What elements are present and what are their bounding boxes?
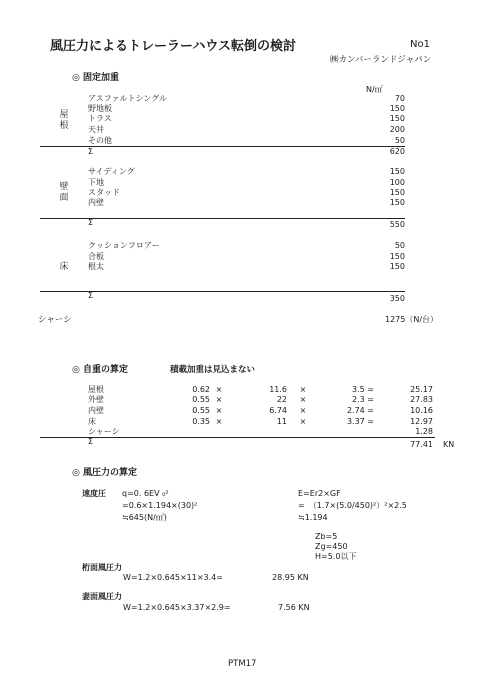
wall-item-value: 150 <box>389 198 405 207</box>
floor-item-name: 合板 <box>88 252 104 261</box>
floor-item-name: 根太 <box>88 262 104 271</box>
wall-item-name: サイディング <box>88 167 135 176</box>
e-formula: = （1.7×(5.0/450)²）²×2.5 <box>298 501 407 510</box>
row-name: シャーシ <box>88 427 120 436</box>
page-title: 風圧力によるトレーラーハウス転倒の検討 <box>50 39 296 54</box>
chassis-label: シャーシ <box>38 315 72 325</box>
row-result: 10.16 <box>410 406 433 415</box>
roof-item-value: 70 <box>394 94 405 103</box>
row-b: 6.74 <box>269 406 287 415</box>
company-name: ㈱カンバーランドジャパン <box>330 55 432 65</box>
row-a: 0.55 <box>192 406 210 415</box>
ridge-wind-label: 桁面風圧力 <box>82 563 122 572</box>
ridge-wind-formula: W=1.2×0.645×11×3.4= <box>123 573 223 582</box>
velocity-formula: ≒645(N/㎡) <box>122 513 167 522</box>
wall-label: 壁 面 <box>59 182 69 203</box>
self-weight-unit: KN <box>443 440 455 449</box>
roof-item-value: 50 <box>394 136 405 145</box>
gable-wind-formula: W=1.2×0.645×3.37×2.9= <box>123 603 231 612</box>
floor-item-value: 150 <box>389 262 405 271</box>
times-sign: × <box>299 417 307 426</box>
footer-code: PTM17 <box>228 659 257 669</box>
floor-label: 床 <box>59 262 69 272</box>
row-a: 0.55 <box>192 395 210 404</box>
row-name: 屋根 <box>88 385 104 394</box>
velocity-formula: q=0. 6EV ₀² <box>122 489 169 498</box>
floor-item-value: 50 <box>394 241 405 250</box>
wall-item-value: 150 <box>389 167 405 176</box>
times-sign: × <box>299 395 307 404</box>
row-name: 外壁 <box>88 395 104 404</box>
floor-total: 350 <box>389 294 405 303</box>
times-sign: × <box>215 406 223 415</box>
wall-item-value: 150 <box>389 188 405 197</box>
roof-label: 屋 根 <box>59 110 69 131</box>
roof-item-name: その他 <box>88 136 112 145</box>
row-b: 22 <box>276 395 287 404</box>
fixed-load-heading: ◎ 固定加重 <box>72 73 119 83</box>
row-result: 1.28 <box>415 427 433 436</box>
wall-item-value: 100 <box>389 178 405 187</box>
self-weight-sigma: Σ <box>88 437 94 446</box>
wall-sigma: Σ <box>88 218 94 227</box>
times-sign: × <box>299 385 307 394</box>
row-name: 内壁 <box>88 406 104 415</box>
roof-item-name: 天井 <box>88 125 104 134</box>
row-b: 11.6 <box>269 385 287 394</box>
self-weight-heading: ◎ 自重の算定 <box>72 365 128 375</box>
wall-total: 550 <box>389 220 405 229</box>
wall-item-name: 内壁 <box>88 198 104 207</box>
roof-item-name: アスファルトシングル <box>88 94 167 103</box>
roof-total: 620 <box>389 147 405 156</box>
row-result: 12.97 <box>410 417 433 426</box>
roof-sigma: Σ <box>88 147 94 156</box>
row-a: 0.35 <box>192 417 210 426</box>
row-c: 3.37 = <box>346 417 374 426</box>
times-sign: × <box>215 417 223 426</box>
row-c: 3.5 = <box>352 385 374 394</box>
wall-divider <box>40 218 405 219</box>
unit-label: N/㎡ <box>366 85 383 94</box>
times-sign: × <box>215 395 223 404</box>
row-c: 2.3 = <box>352 395 374 404</box>
roof-item-value: 150 <box>389 114 405 123</box>
velocity-label: 速度圧 <box>82 489 106 498</box>
self-weight-total: 77.41 <box>410 440 433 449</box>
param: Zg=450 <box>315 542 348 551</box>
floor-item-value: 150 <box>389 252 405 261</box>
param: Zb=5 <box>315 532 338 541</box>
floor-divider <box>40 291 405 292</box>
wind-heading: ◎ 風圧力の算定 <box>72 468 137 478</box>
e-formula: ≒1.194 <box>298 513 328 522</box>
row-b: 11 <box>276 417 287 426</box>
roof-item-name: トラス <box>88 114 112 123</box>
row-a: 0.62 <box>192 385 210 394</box>
row-result: 25.17 <box>410 385 433 394</box>
row-name: 床 <box>88 417 96 426</box>
roof-item-value: 200 <box>389 125 405 134</box>
times-sign: × <box>299 406 307 415</box>
roof-item-value: 150 <box>389 104 405 113</box>
floor-item-name: クッションフロアー <box>88 241 160 250</box>
ridge-wind-result: 28.95 KN <box>272 573 309 582</box>
self-weight-note: 積載加重は見込まない <box>170 365 256 375</box>
roof-item-name: 野地板 <box>88 104 112 113</box>
floor-sigma: Σ <box>88 291 94 300</box>
chassis-value: 1275（N/台） <box>385 315 439 324</box>
roof-divider <box>40 146 405 147</box>
wall-item-name: 下地 <box>88 178 104 187</box>
gable-wind-label: 妻面風圧力 <box>82 592 122 601</box>
wall-item-name: スタッド <box>88 188 120 197</box>
velocity-formula: =0.6×1.194×(30)² <box>122 501 198 510</box>
row-result: 27.83 <box>410 395 433 404</box>
times-sign: × <box>215 385 223 394</box>
row-c: 2.74 = <box>346 406 374 415</box>
gable-wind-result: 7.56 KN <box>278 603 310 612</box>
self-weight-divider <box>40 437 435 438</box>
e-formula: E=Er2×GF <box>298 489 341 498</box>
page-number: No1 <box>410 39 430 50</box>
param: H=5.0以下 <box>315 552 357 561</box>
